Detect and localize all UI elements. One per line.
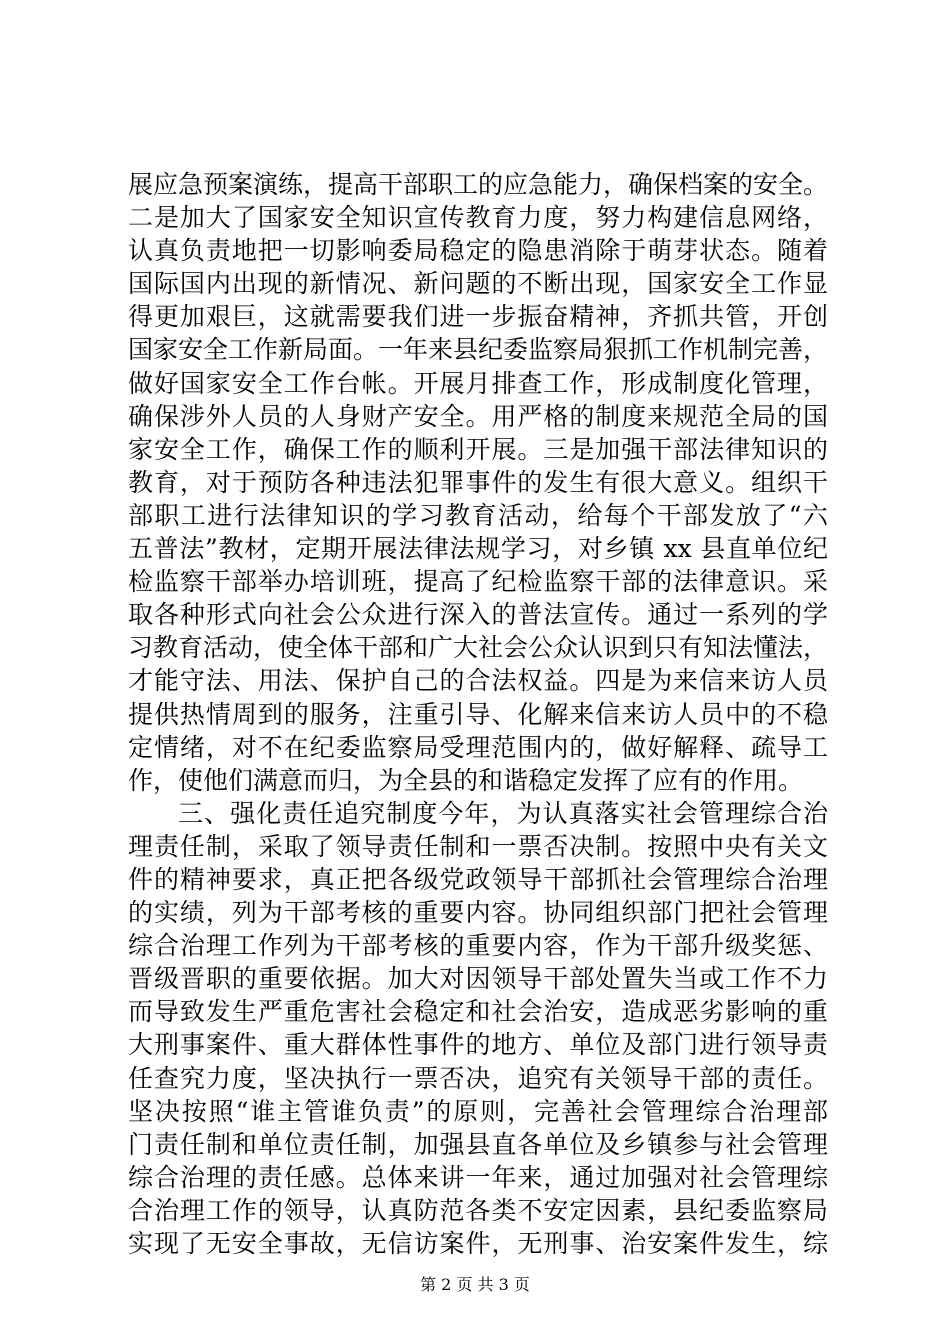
text-line: 坚决按照“谁主管谁负责”的原则，完善社会管理综合治理部 [128,1096,828,1126]
text-line: 而导致发生严重危害社会稳定和社会治安，造成恶劣影响的重 [128,997,828,1027]
text-line: 确保涉外人员的人身财产安全。用严格的制度来规范全局的国 [128,401,828,431]
text-line: 做好国家安全工作台帐。开展月排查工作，形成制度化管理， [128,368,828,398]
text-line: 综合治理工作列为干部考核的重要内容，作为干部升级奖惩、 [128,931,828,961]
text-line: 家安全工作，确保工作的顺利开展。三是加强干部法律知识的 [128,434,828,464]
text-line: 国际国内出现的新情况、新问题的不断出现，国家安全工作显 [128,269,828,299]
text-line: 取各种形式向社会公众进行深入的普法宣传。通过一系列的学 [128,600,828,630]
text-line: 作，使他们满意而归，为全县的和谐稳定发挥了应有的作用。 [128,765,804,795]
text-line: 合治理工作的领导，认真防范各类不安定因素，县纪委监察局 [128,1195,828,1225]
text-line: 定情绪，对不在纪委监察局受理范围内的，做好解释、疏导工 [128,732,828,762]
text-line: 二是加大了国家安全知识宣传教育力度，努力构建信息网络， [128,203,828,233]
text-line: 部职工进行法律知识的学习教育活动，给每个干部发放了“六 [128,500,828,530]
text-line: 习教育活动，使全体干部和广大社会公众认识到只有知法懂法， [128,633,828,663]
text-line: 展应急预案演练，提高干部职工的应急能力，确保档案的安全。 [128,170,828,199]
paragraph-1 [128,168,828,797]
paragraph-2 [128,797,828,1260]
text-line: 综合治理的责任感。总体来讲一年来，通过加强对社会管理综 [128,1162,828,1192]
text-line: 理责任制，采取了领导责任制和一票否决制。按照中央有关文 [128,831,828,861]
text-line: 晋级晋职的重要依据。加大对因领导干部处置失当或工作不力 [128,964,828,994]
text-line: 才能守法、用法、保护自己的合法权益。四是为来信来访人员 [128,666,828,696]
text-line: 件的精神要求，真正把各级党政领导干部抓社会管理综合治理 [128,864,828,894]
text-line: 门责任制和单位责任制，加强县直各单位及乡镇参与社会管理 [128,1129,828,1159]
text-line: 国家安全工作新局面。一年来县纪委监察局狠抓工作机制完善， [128,335,828,365]
text-line: 检监察干部举办培训班，提高了纪检监察干部的法律意识。采 [128,567,828,597]
text-line: 五普法”教材，定期开展法律法规学习，对乡镇 xx 县直单位纪 [128,534,828,564]
text-line: 认真负责地把一切影响委局稳定的隐患消除于萌芽状态。随着 [128,236,828,266]
text-line: 大刑事案件、重大群体性事件的地方、单位及部门进行领导责 [128,1030,828,1060]
text-line: 的实绩，列为干部考核的重要内容。协同组织部门把社会管理 [128,898,828,928]
text-line: 提供热情周到的服务，注重引导、化解来信来访人员中的不稳 [128,699,828,729]
text-line: 任查究力度，坚决执行一票否决，追究有关领导干部的责任。 [128,1063,828,1093]
page-number-footer: 第 2 页 共 3 页 [420,1275,530,1294]
text-line: 教育，对于预防各种违法犯罪事件的发生有很大意义。组织干 [128,467,828,497]
text-line: 得更加艰巨，这就需要我们进一步振奋精神，齐抓共管，开创 [128,302,828,332]
text-line: 三、强化责任追究制度今年，为认真落实社会管理综合治 [178,798,828,828]
document-body [128,168,828,1260]
text-line: 实现了无安全事故，无信访案件，无刑事、治安案件发生，综 [128,1229,828,1258]
